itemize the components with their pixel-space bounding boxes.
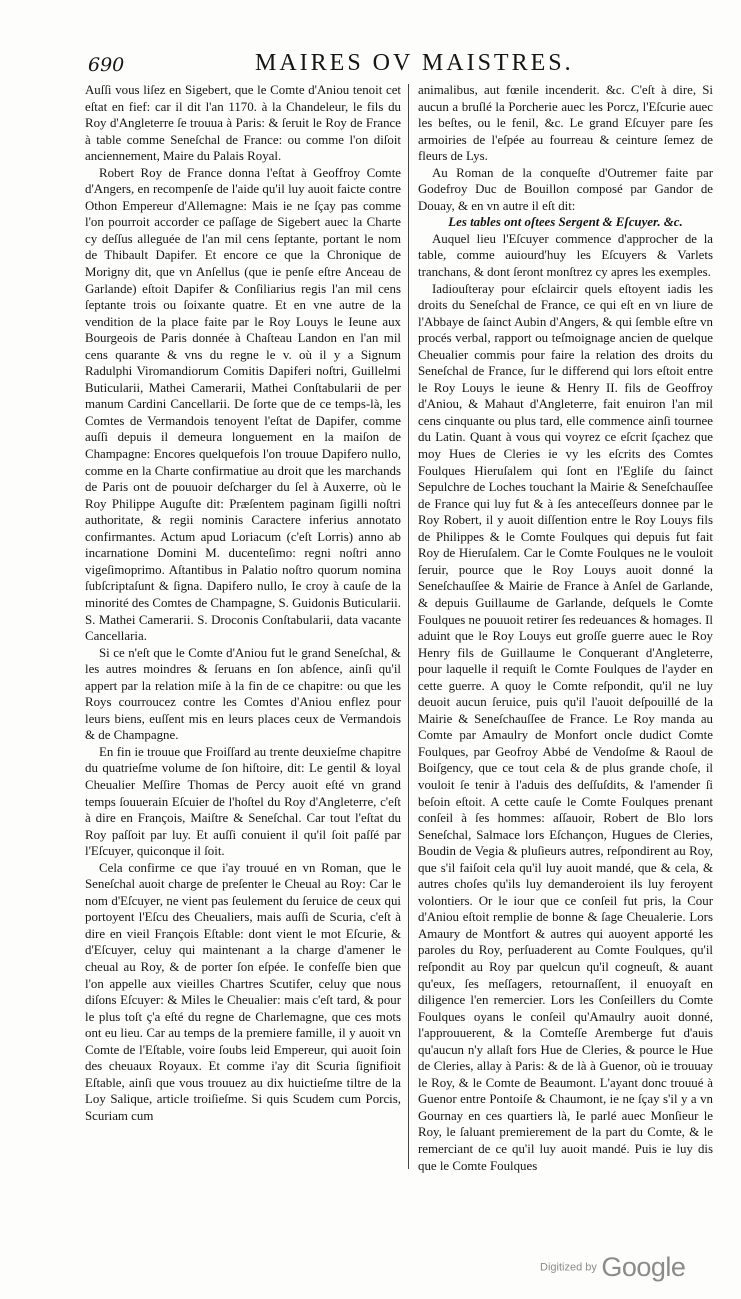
google-logo: Google xyxy=(601,1252,686,1282)
left-column xyxy=(85,82,401,1124)
digitized-watermark xyxy=(540,1252,685,1283)
watermark-prefix: Digitized by xyxy=(540,1261,597,1274)
verse-quote: Les tables ont oſtees Sergent & Eſcuyer. &c. xyxy=(448,215,683,230)
paragraph: Cela confirme ce que i'ay trouué en vn Roman, que le Seneſchal auoit charge de preſenter le Cheual au Roy: Car le nom d'Eſcuyer, ne vient pas ſeulement du ſeruice de ceux qui portoyent l'Eſcu des Cheualiers, mais auſſi de Scuria, c'eſt à dire en vieil François Eſtable: dont vient le mot Eſcurie, & d'Eſcuyer, celuy qui maintenant a la charge d'amener le cheual au Roy, & de porter ſon eſpée. Ie confeſſe bien que l'on appelle aux vieilles Chartres Scutifer, celuy que nous diſons Eſcuyer: & Miles le Cheualier: mais c'eſt tard, & pour le plus toſt ç'a eſté du regne de Charlemagne, que ces mots ont eu lieu. Car au temps de la premiere famille, il y auoit vn Comte de l'Eſtable, voire ſoubs leid Empereur, qui auoit ſoin des cheuaux Royaux. Et comme i'ay dit Scuria ſignifioit Eſtable, ainſi que vous trouuez au dix huictieſme tiltre de la Loy Salique, article troiſieſme. Si quis Scudem cum Porcis, Scuriam cum xyxy=(85,860,401,1123)
right-column xyxy=(418,82,713,1174)
paragraph: animalibus, aut fœnile incenderit. &c. C'eſt à dire, Si aucun a bruſlé la Porcherie auec les Porcz, l'Eſcurie auec les beſtes, ou le fenil, &c. Le grand Eſcuyer pare ſes armoiries de l'eſpée au fourreau & ceinture ſemez de fleurs de Lys. xyxy=(418,83,713,164)
paragraph: Auquel lieu l'Eſcuyer commence d'approcher de la table, comme auiourd'huy les Eſcuyers & Varlets tranchans, & dont ſeront monſtrez cy apres les exemples. xyxy=(418,231,713,280)
paragraph: Robert Roy de France donna l'eſtat à Geoffroy Comte d'Angers, en recompenſe de l'aide qu'il luy auoit faicte contre Othon Empereur d'Allemagne: Mais ie ne ſçay pas comme l'on pourroit accorder ce paſſage de Sigebert auec la Charte cy deſſus alleguée de l'an mil cens ſeptante, portant le nom de Thibault Dapifer. Et encore ce que la Chronique de Morigny dit, que vn Anſellus (que ie penſe eſtre Anceau de Garlande) eſtoit Dapifer & Conſiliarius regis l'an mil cens ſeptante trois ou ſoixante quatre. Et en vne autre de la vendition de la place faite par le Roy Louys le Ieune aux Bourgeois de Paris donnée à Chaſteau Landon en l'an mil cens quarante & vns du regne le v. où il y a Signum Radulphi Viromandiorum Comitis Dapiferi noſtri, Guillelmi Buticularii, Mathei Camerarii, Mathei Conſtabularii de per manum Cardini Cancellarii. De ſorte que de ce temps-là, les Comtes de Vermandois tenoyent l'eſtat de Dapifer, comme auſſi depuis il demeura longuement en la maiſon de Champagne: Encores quelquefois l'on trouue Dapifero nullo, comme en la Charte confirmatiue au droit que les marchands de Paris ont de pouuoir deſcharger du ſel à Auxerre, où le Roy Philippe Auguſte dit: Præſentem paginam ſigilli noſtri authoritate, & regii nominis Caractere inferius annotato confirmantes. Actum apud Loriacum (c'eſt Lorris) anno ab incarnatione Domini M. ducenteſimo: regni noſtri anno vigeſimoprimo. Aſtantibus in Palatio noſtro quorum nomina ſubſcriptaſunt & ſigna. Dapifero nullo, Ie croy à cauſe de la minorité des Comtes de Champagne, S. Guidonis Buticularii. S. Mathei Camerarii. S. Droconis Conſtabularii, data vacante Cancellaria. xyxy=(85,165,401,644)
paragraph: En fin ie trouue que Froiſſard au trente deuxieſme chapitre du quatrieſme volume de ſon hiſtoire, dit: Le gentil & loyal Cheualier Meſſire Thomas de Percy auoit eſté vn grand temps ſouuerain Eſcuier de l'hoſtel du Roy d'Angleterre, c'eſt à dire en François, Maiſtre & Seneſchal. Car tout l'eſtat du Roy paſſoit par luy. Et auſſi conuient il qu'il ſoit paſſé par l'Eſcuyer, quiconque il ſoit. xyxy=(85,744,401,859)
paragraph: Auſſi vous liſez en Sigebert, que le Comte d'Aniou tenoit cet eſtat en fief: car il dit l'an 1170. à la Chandeleur, le fils du Roy d'Angleterre ſe trouua à Paris: & ſeruit le Roy de France à table comme Seneſchal de France: ou comme l'on diſoit anciennement, Maire du Palais Royal. xyxy=(85,83,401,164)
page-number: 690 xyxy=(88,54,125,76)
paragraph: Si ce n'eſt que le Comte d'Aniou fut le grand Seneſchal, & les autres moindres & ſeruans en ſon abſence, ainſi qu'il appert par la relation miſe à la fin de ce chapitre: ou que les Roys courroucez contre les Comtes d'Aniou enflez pour leurs biens, euſſent mis en leurs places ceux de Vermandois & de Champagne. xyxy=(85,645,401,743)
paragraph: Au Roman de la conqueſte d'Outremer faite par Godefroy Duc de Bouillon composé par Gandor de Douay, & en vn autre il eſt dit: xyxy=(418,165,713,213)
column-rule xyxy=(408,84,409,1169)
paragraph: Iadiouſteray pour eſclaircir quels eſtoyent iadis les droits du Seneſchal de France, ce qui eſt en vn liure de l'Abbaye de ſainct Aubin d'Angers, & qui ſemble eſtre vn procés verbal, rapport ou teſmoignage ancien de quelque Cheualier commis pour faire la relation des droits du Seneſchal de France, ſur le differend qui lors eſtoit entre le Roy Louys le ieune & Henry II. fils de Geoffroy d'Aniou, & Mahaut d'Angleterre, fait enuiron l'an mil cens cinquante ou plus tard, elle commence ainſi tournee du Latin. Quant à vous qui voyrez ce eſcrit ſçachez que moy Hues de Cleries ie vy les eſcrits des Comtes Foulques Hieruſalem qui ſont en l'Egliſe du ſainct Sepulchre de Loches touchant la Mairie & Seneſchauſſee de France qui luy fut & à ſes anteceſſeurs donnee par le Roy Robert, il y auoit diſſention entre le Roy Louys fils de Philippes & le Comte Foulques qui depuis fut fait Roy de Hieruſalem. Car le Comte Foulques ne le vouloit ſeruir, pource que le Roy Louys auoit donné la Seneſchauſſee & Mairie de France à Anſel de Garlande, & depuis Guillaume de Garlande, deſquels le Comte Foulques ne pouuoit retirer ſes redeuances & homages. Il aduint que le Roy Louys eut groſſe guerre auec le Roy Henry fils de Guillaume le Conquerant d'Angleterre, pour laquelle il requiſt le Comte Foulques de l'ayder en cette guerre. A quoy le Comte reſpondit, qu'il ne luy deuoit aucun ſeruice, puis qu'il l'auoit deſpouillé de la Mairie & Seneſchauſſee de France. Le Roy manda au Comte par Amaulry de Monfort oncle dudict Comte Foulques, par Geofroy Abbé de Vendoſme & Raoul de Boiſgency, que ce tout cela & de plus grande choſe, il vouloit ſe tenir à l'aduis des deſſuſdits, & l'amender ſi beſoin eſtoit. A cette cauſe le Comte Foulques prenant conſeil à ſes hommes: aſſauoir, Robert de Blo lors Seneſchal, Salmace lors Eſchançon, Hugues de Cleries, Boudin de Vegia & pluſieurs autres, reſpondirent au Roy, que s'il faiſoit cela qu'il luy auoit mandé, que & cela, & autres choſes qu'ils luy demanderoient ils luy feroyent volontiers. Or le iour que ce conſeil fut pris, la Cour d'Aniou eſtoit remplie de bonne & ſage Cheualerie. Lors Amaury de Montfort & autres qui auoyent apporté les paroles du Roy, perſuaderent au Comte Foulques, qu'il reſpondit au Roy par quelcun qu'il cogneuſt, & auant qu'eux, ſes meſſagers, retournaſſent, il enuoyaſt en diligence l'en remercier. Lors les Conſeillers du Comte Foulques oyans le conſeil qu'Amaulry auoit donné, l'approuuerent, & la Comteſſe Aremberge fut d'auis qu'aucun n'y allaſt fors Hue de Cleries, & pource le Hue de Cleries, allay à Paris: & de là à Guenor, où ie trouuay le Roy, & le Comte de Beaumont. L'ayant donc trouué à Guenor entre Pontoiſe & Chaumont, ie ne ſçay s'il y a vn Gournay en ces quartiers là, Ie parlé auec Monſieur le Roy, le ſaluant premierement de la part du Comte, & le remerciant de ce qu'il luy auoit mandé. Puis ie luy dis que le Comte Foulques xyxy=(418,281,713,1173)
running-head: MAIRES OV MAISTRES. xyxy=(255,50,574,76)
